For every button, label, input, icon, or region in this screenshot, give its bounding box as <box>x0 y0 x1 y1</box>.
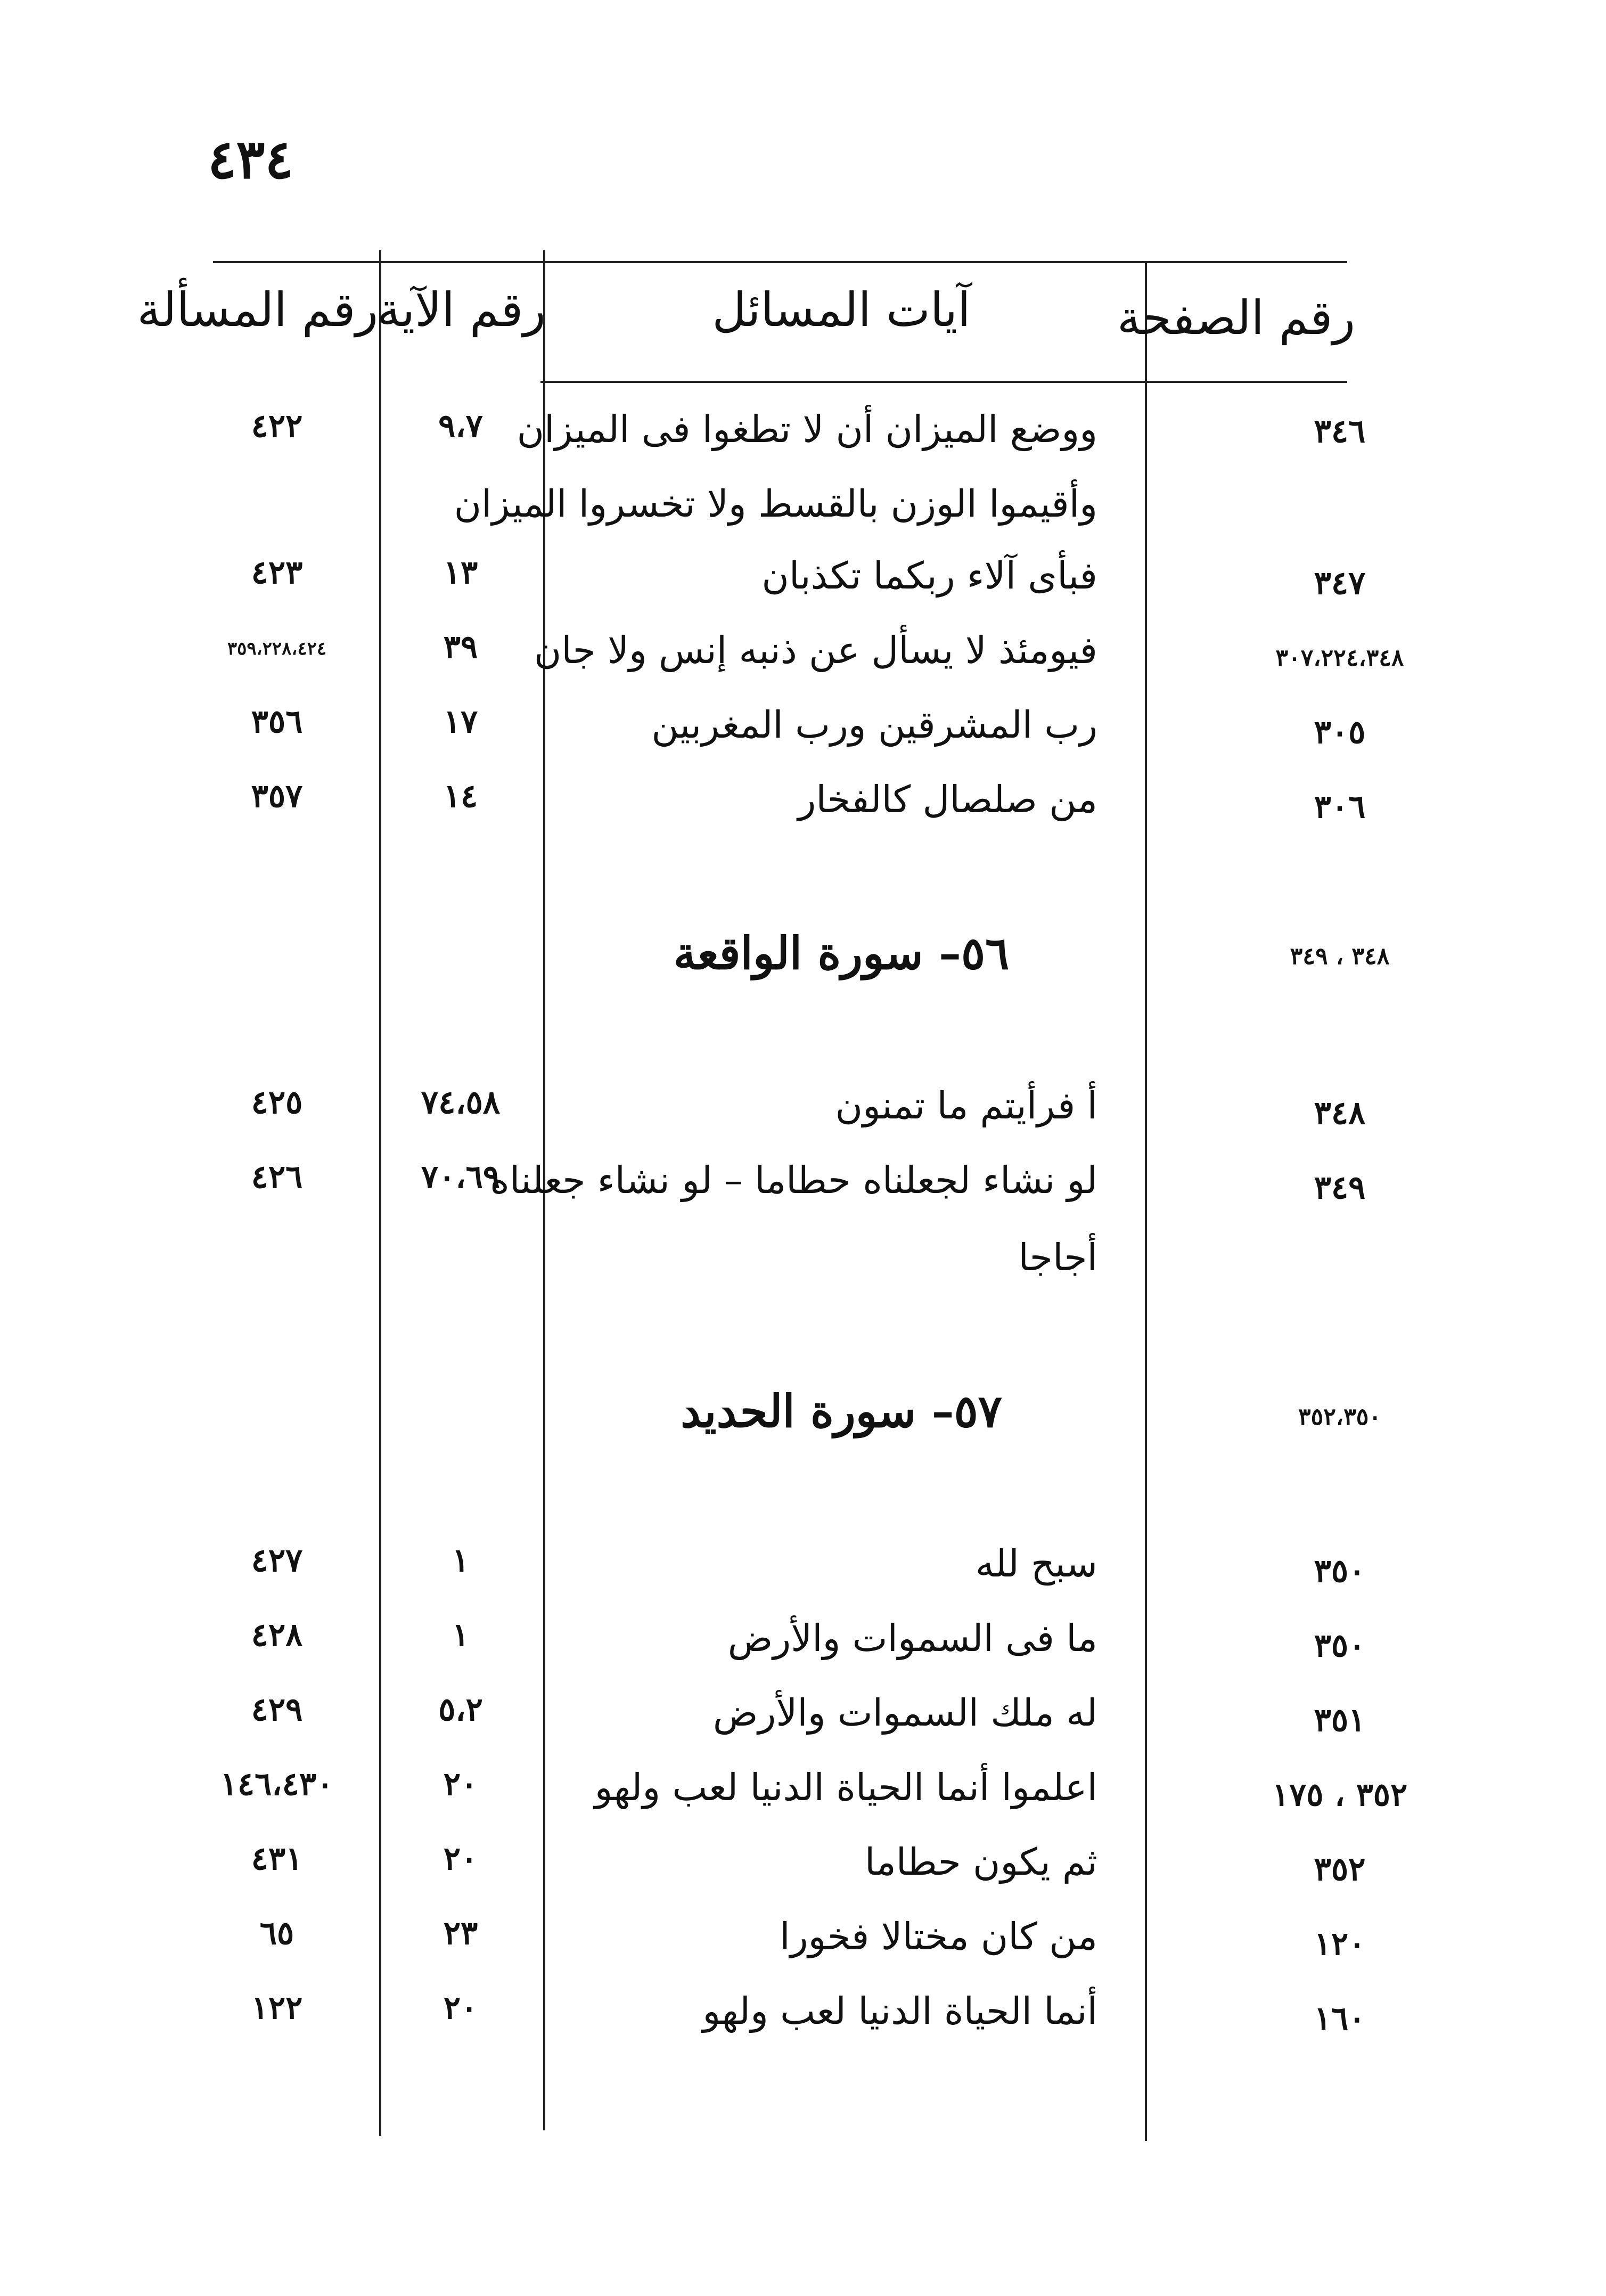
verse-cell: اعلموا أنما الحياة الدنيا لعب ولهو <box>594 1766 1097 1809</box>
verse-cell: وأقيموا الوزن بالقسط ولا تخسروا الميزان <box>454 482 1097 526</box>
header-page-number: رقم الصفحة <box>1117 290 1355 345</box>
ayah-cell: ٢٠ <box>443 1840 478 1877</box>
verse-cell: لو نشاء لجعلناه حطاما – لو نشاء جعلناه <box>490 1158 1097 1202</box>
table-row <box>0 703 1606 778</box>
table-row <box>0 628 1606 703</box>
verse-cell: فبأى آلاء ربكما تكذبان <box>761 554 1097 598</box>
surah-heading: ٥٦– سورة الواقعة <box>673 927 1010 979</box>
table-row <box>0 1989 1606 2064</box>
verse-cell: فيومئذ لا يسأل عن ذنبه إنس ولا جان <box>534 628 1097 672</box>
masala-cell: ٦٥ <box>259 1915 294 1952</box>
page-cell: ١٢٠ <box>1314 1925 1366 1963</box>
header-masala-number: رقم المسألة <box>137 282 378 337</box>
masala-cell: ٤٢٥ <box>251 1084 303 1121</box>
masala-cell: ٣٥٧ <box>251 778 303 815</box>
header-verses: آيات المسائل <box>712 282 971 337</box>
masala-cell: ١٢٢ <box>251 1989 303 2027</box>
page-cell: ٣٤٧ <box>1314 565 1366 602</box>
masala-cell: ٤٢٨ <box>251 1616 303 1654</box>
masala-cell: ٤٢٢ <box>251 407 303 445</box>
page-cell: ٣٠٧،٢٢٤،٣٤٨ <box>1275 644 1404 672</box>
page-number: ٤٣٤ <box>208 128 294 191</box>
table-row <box>0 554 1606 628</box>
page-cell: ١٦٠ <box>1314 2000 1366 2037</box>
masala-cell: ٣٥٦ <box>251 703 303 740</box>
page-cell: ٣٠٥ <box>1314 714 1366 751</box>
verse-cell: من صلصال كالفخار <box>798 778 1097 821</box>
ayah-cell: ١٤ <box>443 778 478 815</box>
page-cell: ٣٤٨ <box>1314 1094 1366 1132</box>
masala-cell: ١٤٦،٤٣٠ <box>220 1766 334 1803</box>
verse-cell: ووضع الميزان أن لا تطغوا فى الميزان <box>517 407 1097 451</box>
verse-cell: أنما الحياة الدنيا لعب ولهو <box>702 1989 1097 2033</box>
table-top-rule <box>213 261 1347 263</box>
page-cell: ٣٤٩ <box>1314 1169 1366 1206</box>
ayah-cell: ٢٠ <box>443 1766 478 1803</box>
table-row <box>0 1616 1606 1691</box>
masala-cell: ٤٢٣ <box>251 554 303 591</box>
masala-cell: ٤٢٦ <box>251 1158 303 1196</box>
verse-cell: له ملك السموات والأرض <box>712 1691 1097 1735</box>
verse-cell: ثم يكون حطاما <box>864 1840 1097 1884</box>
page-cell: ٣٠٦ <box>1314 788 1366 826</box>
table-row <box>0 1766 1606 1840</box>
table-row <box>0 1691 1606 1766</box>
verse-cell: رب المشرقين ورب المغربين <box>651 703 1097 747</box>
table-row <box>0 1915 1606 1989</box>
table-row <box>0 1542 1606 1616</box>
ayah-cell: ٧٠،٦٩ <box>421 1158 501 1196</box>
table-row <box>0 1236 1606 1310</box>
page-cell: ٣٥١ <box>1314 1702 1366 1739</box>
verse-cell: أجاجا <box>1018 1236 1097 1279</box>
page-cell: ٣٥٢ <box>1314 1851 1366 1888</box>
ayah-cell: ١ <box>452 1616 470 1654</box>
page-cell: ٣٥٢،٣٥٠ <box>1298 1403 1381 1431</box>
ayah-cell: ١٧ <box>443 703 478 740</box>
verse-cell: ما فى السموات والأرض <box>727 1616 1097 1660</box>
verse-cell: أ فرأيتم ما تمنون <box>835 1084 1097 1127</box>
verse-cell: سبح لله <box>975 1542 1097 1586</box>
masala-cell: ٣٥٩،٢٢٨،٤٢٤ <box>227 638 327 659</box>
masala-cell: ٤٣١ <box>251 1840 303 1877</box>
table-row <box>0 1158 1606 1233</box>
page-cell: ٣٤٦ <box>1314 413 1366 450</box>
ayah-cell: ١٣ <box>443 554 478 591</box>
table-row <box>0 482 1606 557</box>
table-row <box>0 1084 1606 1158</box>
ayah-cell: ٢٣ <box>443 1915 478 1952</box>
surah-heading: ٥٧– سورة الحديد <box>681 1385 1002 1437</box>
ayah-cell: ٢٠ <box>443 1989 478 2027</box>
masala-cell: ٤٢٩ <box>251 1691 303 1728</box>
table-row <box>0 1840 1606 1915</box>
ayah-cell: ٣٩ <box>443 628 478 666</box>
masala-cell: ٤٢٧ <box>251 1542 303 1579</box>
ayah-cell: ٩،٧ <box>438 407 483 445</box>
ayah-cell: ٥،٢ <box>438 1691 483 1728</box>
surah-heading-row <box>0 927 1606 1001</box>
header-ayah-number: رقم الآية <box>376 282 546 337</box>
table-row <box>0 407 1606 482</box>
surah-heading-row <box>0 1385 1606 1459</box>
page-cell: ٣٤٨ ، ٣٤٩ <box>1290 943 1390 970</box>
page-cell: ٣٥٠ <box>1314 1627 1366 1664</box>
verse-cell: من كان مختالا فخورا <box>780 1915 1097 1958</box>
header-bottom-rule <box>540 381 1347 383</box>
page-cell: ٣٥٢ ، ١٧٥ <box>1272 1776 1408 1813</box>
ayah-cell: ٧٤،٥٨ <box>421 1084 501 1121</box>
page-cell: ٣٥٠ <box>1314 1553 1366 1590</box>
ayah-cell: ١ <box>452 1542 470 1579</box>
table-row <box>0 778 1606 852</box>
